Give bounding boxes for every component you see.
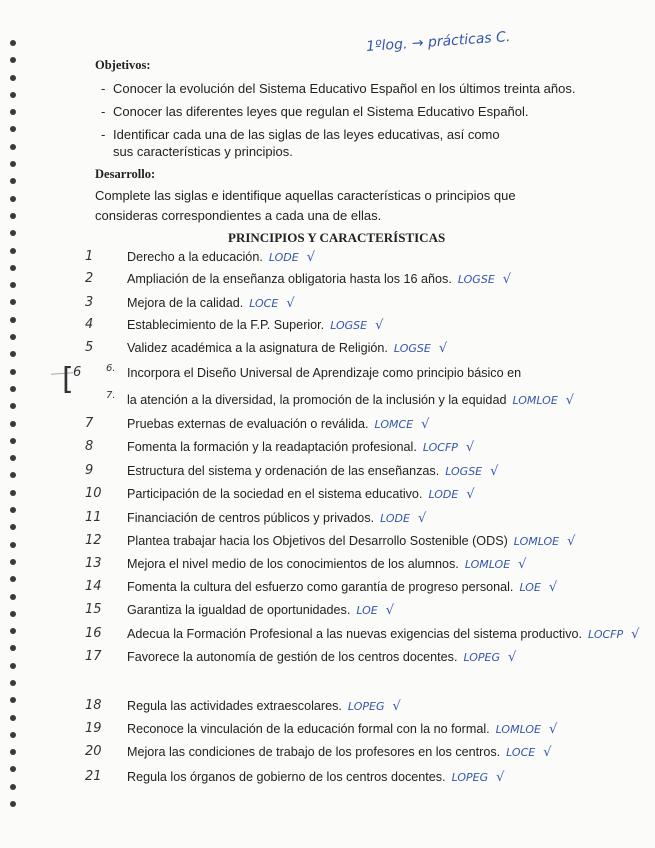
item-text [127, 393, 574, 408]
item-number: 19 [85, 721, 102, 736]
item-row [85, 440, 645, 460]
objective-text: Conocer las diferentes leyes que regulan el Sistema Educativo Español. [113, 104, 529, 119]
item-number: 18 [85, 698, 102, 713]
check-mark-icon: √ [543, 745, 552, 760]
handwritten-answer: LOCFP [588, 628, 624, 641]
binding-hole [10, 57, 16, 63]
item-number: 17 [85, 649, 102, 664]
handwritten-answer: LOCE [506, 746, 536, 759]
item-number: 4 [85, 317, 94, 332]
binding-hole [10, 196, 16, 202]
binding-hole [10, 784, 16, 790]
item-row [85, 699, 645, 719]
item-row [85, 464, 645, 484]
item-number: 2 [85, 271, 94, 286]
handwritten-answer: LOE [356, 604, 378, 617]
check-mark-icon: √ [508, 650, 517, 665]
item-row [85, 745, 645, 765]
item-text [127, 318, 383, 333]
handwritten-answer: LOMLOE [513, 535, 560, 548]
binding-hole [10, 507, 16, 513]
item-statement: Incorpora el Diseño Universal de Aprendizaje como principio básico en [127, 366, 522, 380]
item-text [127, 580, 557, 595]
handwritten-answer: LOE [519, 581, 541, 594]
binding-hole [10, 75, 16, 81]
check-mark-icon: √ [392, 699, 401, 714]
item-statement: Financiación de centros públicos y privados. [127, 511, 375, 525]
item-row [85, 487, 645, 507]
binding-hole [10, 178, 16, 184]
item-row [85, 534, 645, 554]
binding-hole [10, 299, 16, 305]
section-title: PRINCIPIOS Y CARACTERÍSTICAS [228, 230, 446, 245]
binding-hole [10, 749, 16, 755]
sub-label: 7. [106, 390, 116, 401]
item-number: 13 [85, 556, 102, 571]
binding-hole [10, 490, 16, 496]
handwritten-answer: LOGSE [445, 465, 483, 478]
check-mark-icon: √ [465, 440, 475, 455]
item-number: 16 [85, 626, 102, 641]
item-number: 9 [85, 463, 94, 478]
item-text [127, 722, 557, 737]
item-statement: Fomenta la cultura del esfuerzo como garantía de progreso personal. [127, 580, 514, 594]
item-row [85, 580, 645, 600]
handwritten-answer: LOPEG [451, 771, 489, 784]
item-number: 21 [85, 769, 102, 784]
binding-hole [10, 230, 16, 236]
item-row [85, 511, 645, 531]
binding-hole [10, 369, 16, 375]
check-mark-icon: √ [496, 770, 505, 785]
check-mark-icon: √ [421, 417, 430, 432]
check-mark-icon: √ [567, 534, 576, 549]
item-row [85, 627, 645, 647]
item-row [85, 318, 645, 338]
handwritten-answer: LOPEG [347, 700, 385, 713]
sub-label: 6. [106, 363, 116, 374]
binding-hole [10, 40, 16, 46]
item-statement: Participación de la sociedad en el sistema educativo. [127, 487, 423, 501]
item-number: 6 [73, 365, 82, 380]
item-row [85, 417, 645, 437]
item-statement: Mejora el nivel medio de los conocimientos de los alumnos. [127, 557, 459, 571]
item-statement: Garantiza la igualdad de oportunidades. [127, 603, 351, 617]
item-number: 7 [85, 416, 94, 431]
handwritten-answer: LODE [380, 512, 410, 525]
item-statement: Establecimiento de la F.P. Superior. [127, 318, 325, 332]
binding-hole [10, 715, 16, 721]
item-statement: Regula los órganos de gobierno de los centros docentes. [127, 770, 446, 784]
item-statement: Estructura del sistema y ordenación de las enseñanzas. [127, 464, 440, 478]
check-mark-icon: √ [548, 722, 558, 737]
item-statement: Pruebas externas de evaluación o reválida. [127, 417, 369, 431]
item-number: 3 [85, 295, 94, 310]
binding-hole [10, 161, 16, 167]
check-mark-icon: √ [306, 250, 315, 265]
check-mark-icon: √ [631, 627, 640, 642]
item-statement: Adecua la Formación Profesional a las nuevas exigencias del sistema productivo. [127, 627, 583, 641]
item-text [127, 487, 475, 502]
check-mark-icon: √ [385, 603, 395, 618]
check-mark-icon: √ [286, 296, 295, 311]
objective-item: - Conocer la evolución del Sistema Educativo Español en los últimos treinta años. [101, 81, 576, 96]
item-number: 14 [85, 579, 102, 594]
check-mark-icon: √ [565, 393, 575, 408]
item-row [85, 341, 645, 361]
item-number: 1 [85, 249, 94, 264]
binding-hole [10, 472, 16, 478]
binding-hole [10, 438, 16, 444]
item-text [127, 627, 639, 642]
binding-hole [10, 421, 16, 427]
binding-hole [10, 334, 16, 340]
check-mark-icon: √ [518, 557, 527, 572]
item-text [127, 534, 575, 549]
item-row [85, 722, 645, 742]
handwritten-answer: LOMLOE [464, 558, 511, 571]
binding-hole [10, 680, 16, 686]
handwritten-answer: LOGSE [393, 342, 431, 355]
binding-hole [10, 559, 16, 565]
handwritten-answer: LODE [428, 488, 459, 501]
item-text [127, 440, 474, 455]
handwritten-answer: LOMLOE [512, 394, 558, 407]
item-row [85, 250, 645, 270]
binding-hole [10, 628, 16, 634]
item-row [85, 557, 645, 577]
item-statement: Fomenta la formación y la readaptación profesional. [127, 440, 417, 454]
item-row [85, 296, 645, 316]
binding-hole [10, 282, 16, 288]
item-statement: la atención a la diversidad, la promoción de la inclusión y la equidad [127, 393, 507, 407]
item-text [127, 417, 429, 432]
item-text [127, 770, 504, 785]
binding-hole [10, 611, 16, 617]
item-text [127, 650, 516, 665]
binding-hole [10, 213, 16, 219]
item-number: 8 [85, 439, 94, 454]
item-text [127, 557, 526, 572]
binding-hole [10, 801, 16, 807]
desarrollo-heading: Desarrollo: [95, 167, 156, 181]
item-row [85, 650, 645, 670]
item-number: 20 [85, 744, 102, 759]
item-statement: Plantea trabajar hacia los Objetivos del Desarrollo Sostenible (ODS) [127, 534, 508, 548]
item-text [127, 250, 315, 265]
item-statement: Mejora de la calidad. [127, 296, 244, 310]
handwritten-answer: LODE [268, 251, 299, 264]
item-text [127, 699, 401, 714]
binding-hole [10, 265, 16, 271]
binding-hole [10, 524, 16, 530]
item-row [85, 393, 645, 413]
item-row [85, 272, 645, 292]
item-number: 11 [85, 510, 102, 525]
item-number: 5 [85, 340, 94, 355]
item-text [127, 296, 295, 311]
item-text [127, 366, 521, 380]
check-mark-icon: √ [490, 464, 499, 479]
binding-hole [10, 455, 16, 461]
handwritten-answer: LOGSE [330, 319, 368, 332]
desarrollo-text: Complete las siglas e identifique aquellas características o principios que consideras correspondientes a cada una de ellas. [95, 188, 516, 223]
item-statement: Ampliación de la enseñanza obligatoria hasta los 16 años. [127, 272, 452, 286]
handwritten-answer: LOCFP [422, 441, 458, 454]
bracket-mark: [ [62, 362, 74, 397]
handwritten-header-note: 1ºlog. → prácticas C. [365, 28, 511, 56]
binding-hole [10, 386, 16, 392]
check-mark-icon: √ [502, 272, 512, 287]
check-mark-icon: √ [548, 580, 558, 595]
item-text [127, 341, 447, 356]
binding-hole [10, 144, 16, 150]
binding-hole [10, 594, 16, 600]
binding-hole [10, 766, 16, 772]
binding-hole [10, 126, 16, 132]
objective-item: - Conocer las diferentes leyes que regulan el Sistema Educativo Español. [101, 104, 529, 119]
check-mark-icon: √ [417, 511, 427, 526]
item-text [127, 464, 498, 479]
item-statement: Regula las actividades extraescolares. [127, 699, 342, 713]
binding-hole [10, 351, 16, 357]
item-text [127, 603, 394, 618]
check-mark-icon: √ [438, 341, 448, 356]
binding-hole [10, 92, 16, 98]
item-row [73, 365, 645, 386]
handwritten-answer: LOMLOE [495, 723, 541, 736]
item-number: 12 [85, 533, 102, 548]
binding-hole [10, 317, 16, 323]
check-mark-icon: √ [375, 318, 384, 333]
check-mark-icon: √ [466, 487, 475, 502]
item-number: 10 [85, 486, 102, 501]
item-row [85, 603, 645, 623]
item-text [127, 511, 426, 526]
item-text [127, 745, 552, 760]
binding-hole [10, 645, 16, 651]
handwritten-answer: LOPEG [463, 651, 501, 664]
item-number: 15 [85, 602, 102, 617]
item-statement: Validez académica a la asignatura de Religión. [127, 341, 388, 355]
binding-hole [10, 732, 16, 738]
item-statement: Favorece la autonomía de gestión de los centros docentes. [127, 650, 458, 664]
binding-hole [10, 542, 16, 548]
objective-text: Identificar cada una de las siglas de las leyes educativas, así como sus características y principios. [113, 127, 500, 159]
handwritten-answer: LOGSE [457, 273, 495, 286]
binding-holes [8, 40, 18, 810]
objective-text: Conocer la evolución del Sistema Educativo Español en los últimos treinta años. [113, 81, 576, 96]
objetivos-heading: Objetivos: [95, 58, 151, 72]
item-text [127, 272, 511, 287]
binding-hole [10, 576, 16, 582]
handwritten-answer: LOCE [249, 297, 279, 310]
binding-hole [10, 663, 16, 669]
binding-hole [10, 248, 16, 254]
objective-item: - Identificar cada una de las siglas de las leyes educativas, así como sus características y principios. [101, 127, 500, 159]
binding-hole [10, 697, 16, 703]
item-statement: Mejora las condiciones de trabajo de los profesores en los centros. [127, 745, 501, 759]
binding-hole [10, 403, 16, 409]
item-row [85, 770, 645, 790]
handwritten-answer: LOMCE [374, 418, 414, 431]
item-statement: Derecho a la educación. [127, 250, 263, 264]
item-statement: Reconoce la vinculación de la educación formal con la no formal. [127, 722, 490, 736]
binding-hole [10, 109, 16, 115]
